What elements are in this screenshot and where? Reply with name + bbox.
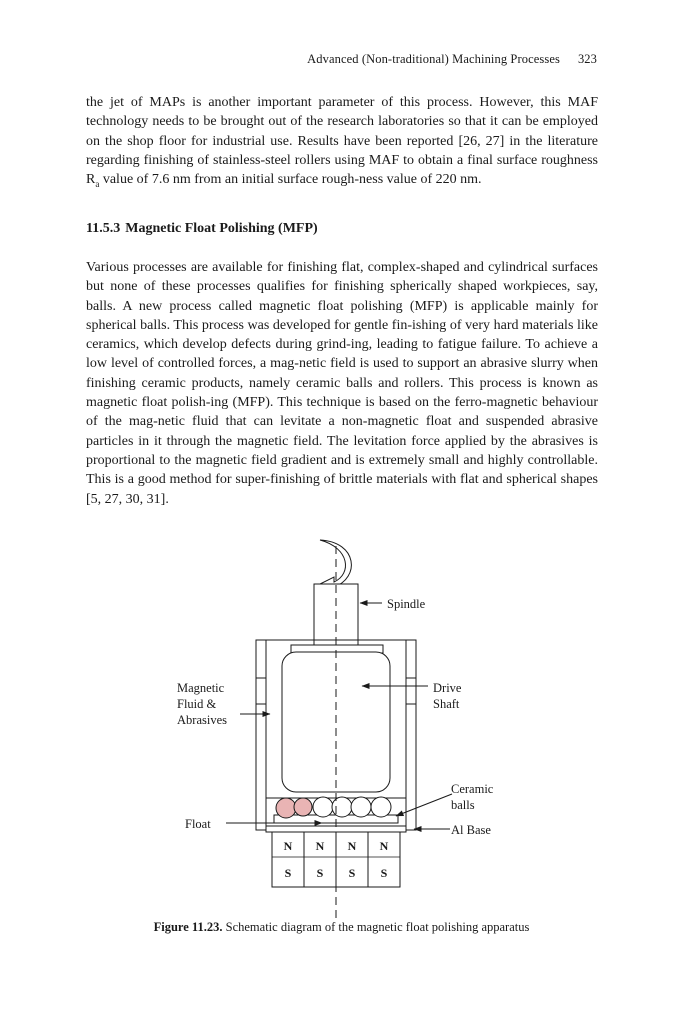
label-magnetic-line-1: Magnetic bbox=[177, 681, 225, 695]
pole-s-4: S bbox=[380, 866, 388, 880]
label-spindle: Spindle bbox=[387, 597, 426, 611]
running-title: Advanced (Non-traditional) Machining Processes bbox=[307, 52, 560, 66]
section-heading bbox=[86, 221, 318, 237]
ceramic-balls-leader bbox=[396, 794, 452, 816]
label-ceramic-line-2: balls bbox=[451, 798, 475, 812]
label-al-base: Al Base bbox=[451, 823, 491, 837]
section-title: Magnetic Float Polishing (MFP) bbox=[125, 221, 318, 236]
paragraph-1 bbox=[86, 93, 598, 194]
caption-text: Schematic diagram of the magnetic float polishing apparatus bbox=[222, 920, 530, 934]
paragraph-1-subscript: a bbox=[95, 178, 100, 189]
pole-s-3: S bbox=[348, 866, 356, 880]
label-ceramic-line-1: Ceramic bbox=[451, 782, 494, 796]
label-float: Float bbox=[185, 817, 211, 831]
running-head bbox=[307, 52, 597, 67]
pole-s-1: S bbox=[284, 866, 292, 880]
paragraph-1-text-b: value of 7.6 nm from an initial surface rough-ness value of 220 nm. bbox=[99, 172, 482, 188]
figure-mfp-apparatus bbox=[0, 528, 683, 918]
label-magnetic-line-3: Abrasives bbox=[177, 713, 227, 727]
label-drive-line-2: Shaft bbox=[433, 697, 460, 711]
label-drive-line-1: Drive bbox=[433, 681, 462, 695]
figure-caption bbox=[0, 920, 683, 935]
section-number: 11.5.3 bbox=[86, 221, 121, 236]
pole-s-2: S bbox=[316, 866, 324, 880]
pole-n-4: N bbox=[379, 839, 389, 853]
pole-n-1: N bbox=[283, 839, 293, 853]
page-number: 323 bbox=[577, 52, 597, 66]
pole-n-3: N bbox=[347, 839, 357, 853]
mfp-schematic bbox=[0, 528, 683, 918]
paragraph-1-text-a: the jet of MAPs is another important parameter of this process. However, this MAF technology needs to be brought out of the research laboratories so that it can be employed on the shop floor for industrial use. Results have been reported [26, 27] in the literature regarding finishing of stainless-steel rollers using MAF to obtain a final surface roughness R bbox=[86, 95, 598, 188]
label-magnetic-line-2: Fluid & bbox=[177, 697, 217, 711]
paragraph-2: Various processes are available for finishing flat, complex-shaped and cylindrical surfaces but none of these processes qualifies for finishing spherically shaped workpieces, say, balls. A new process called magnetic float polishing (MFP) is applicable mainly for spherical balls. This process was developed for gentle fin-ishing of very hard materials like ceramics, which develop defects during grind-ing, leading to fatigue failure. To achieve a low level of controlled forces, a mag-netic field is used to support an abrasive slurry when finishing ceramic products, namely ceramic balls and rollers. This process is known as magnetic float polish-ing (MFP). This technique is based on the ferro-magnetic behaviour of the mag-netic fluid that can levitate a non-magnetic float and suspended abrasive particles in it through the magnetic field. The levitation force applied by the abrasives is proportional to the magnetic field gradient and is extremely small and highly controllable. This is a good method for super-finishing of brittle materials with flat and spherical shapes [5, 27, 30, 31]. bbox=[86, 260, 598, 507]
caption-label: Figure 11.23. bbox=[153, 920, 223, 934]
pole-n-2: N bbox=[315, 839, 325, 853]
